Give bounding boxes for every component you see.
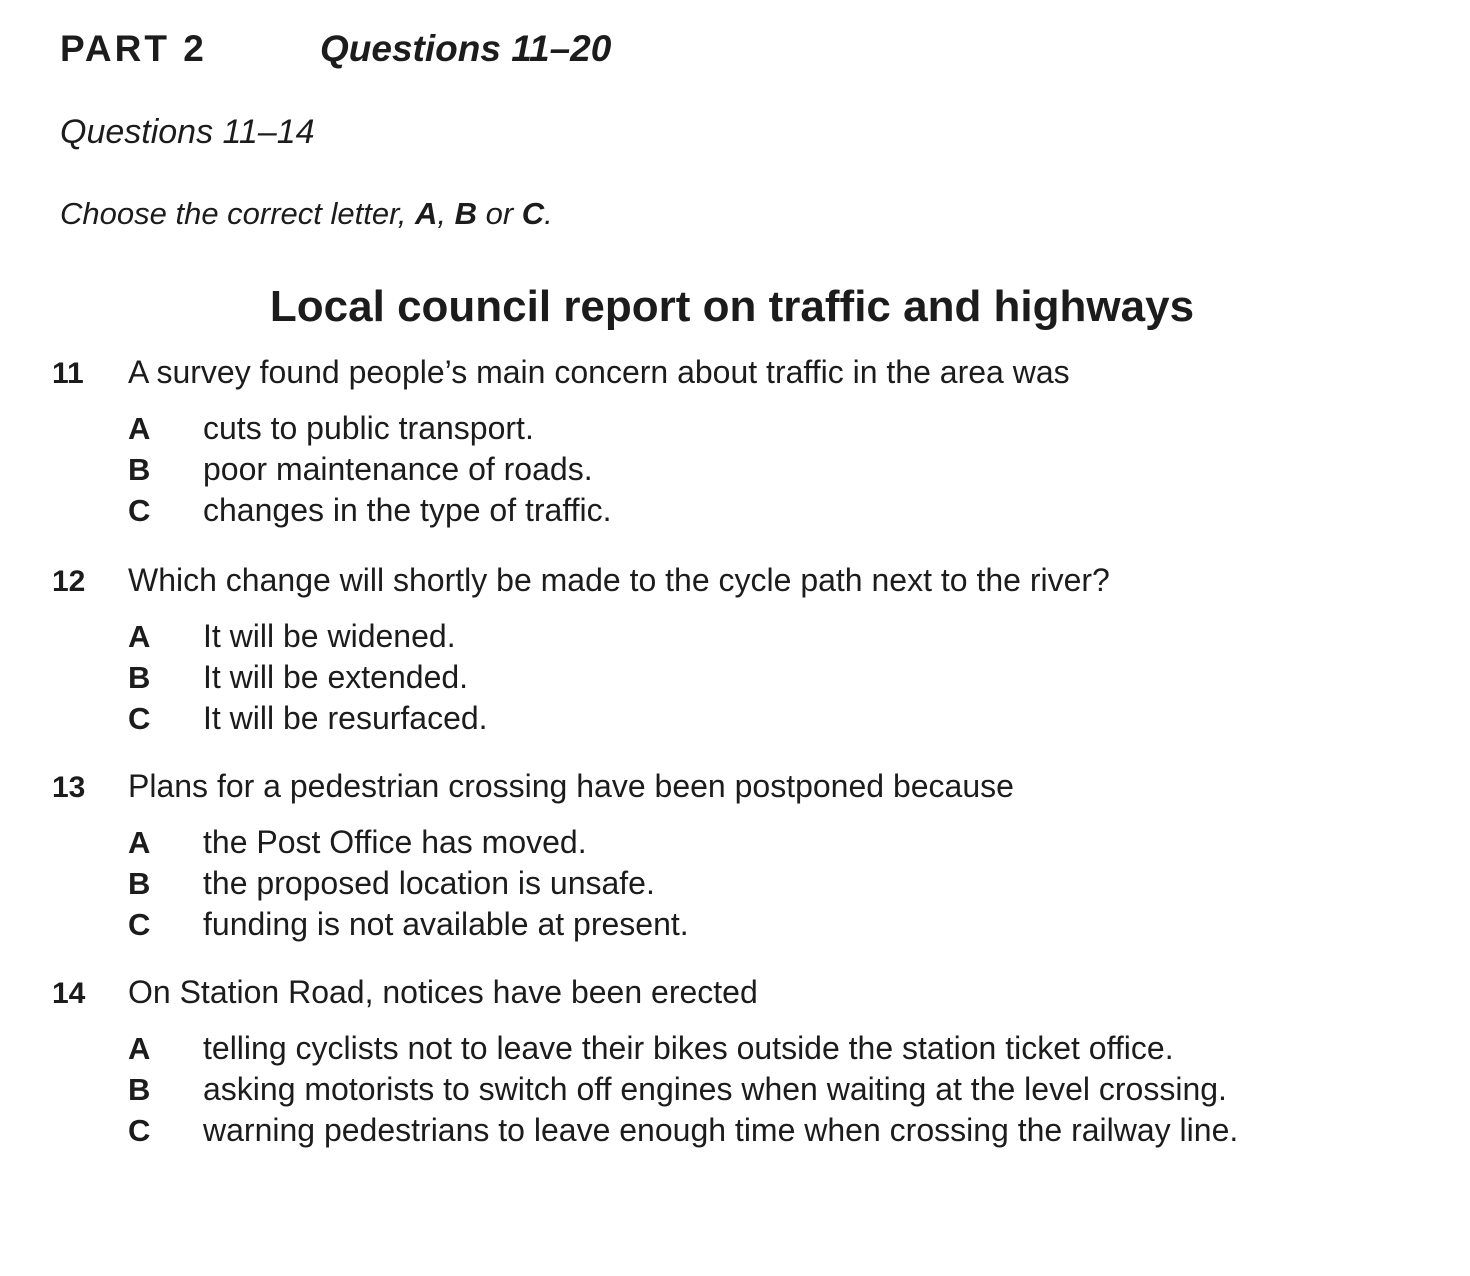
option-a[interactable]	[128, 1030, 1432, 1071]
instruction-separator-2: or	[476, 196, 522, 231]
option-c[interactable]	[128, 906, 1432, 947]
option-letter: B	[128, 452, 151, 487]
option-a[interactable]	[128, 824, 1432, 865]
options-list	[128, 410, 1432, 533]
option-text: changes in the type of traffic.	[203, 492, 612, 528]
question-row	[52, 768, 1432, 812]
option-a[interactable]	[128, 618, 1432, 659]
options-list	[128, 824, 1432, 947]
option-c[interactable]	[128, 1112, 1432, 1153]
instruction-letter-b: B	[454, 196, 477, 231]
question-text: Which change will shortly be made to the cycle path next to the river?	[128, 562, 1110, 598]
options-list	[128, 618, 1432, 741]
section-subheading: Questions 11–14	[60, 113, 315, 151]
option-text: warning pedestrians to leave enough time when crossing the railway line.	[203, 1112, 1239, 1148]
option-a[interactable]	[128, 410, 1432, 451]
question-13	[52, 768, 1432, 947]
option-text: poor maintenance of roads.	[203, 451, 593, 487]
question-number: 14	[52, 977, 86, 1010]
instruction-end: .	[544, 196, 553, 231]
question-12	[52, 562, 1432, 741]
option-letter: C	[128, 907, 151, 942]
option-b[interactable]	[128, 865, 1432, 906]
option-text: It will be extended.	[203, 659, 469, 695]
question-text: On Station Road, notices have been erected	[128, 974, 758, 1010]
question-11	[52, 354, 1432, 533]
option-letter: A	[128, 411, 151, 446]
option-c[interactable]	[128, 700, 1432, 741]
question-row	[52, 562, 1432, 606]
option-letter: B	[128, 1072, 151, 1107]
option-letter: C	[128, 1113, 151, 1148]
option-letter: A	[128, 1031, 151, 1066]
question-number: 11	[52, 357, 84, 390]
option-b[interactable]	[128, 1071, 1432, 1112]
option-letter: A	[128, 619, 151, 654]
question-text: A survey found people’s main concern about traffic in the area was	[128, 354, 1070, 390]
option-text: funding is not available at present.	[203, 906, 689, 942]
instruction-letter-a: A	[414, 196, 438, 231]
part-header	[60, 28, 611, 78]
question-text: Plans for a pedestrian crossing have been postponed because	[128, 768, 1014, 804]
part-label: PART 2	[60, 28, 207, 69]
option-letter: B	[128, 660, 151, 695]
option-text: telling cyclists not to leave their bikes outside the station ticket office.	[203, 1030, 1174, 1066]
instruction-separator-1: ,	[437, 196, 455, 231]
option-letter: A	[128, 825, 151, 860]
options-list	[128, 1030, 1432, 1153]
option-text: cuts to public transport.	[203, 410, 534, 446]
option-letter: B	[128, 866, 151, 901]
question-number: 13	[52, 771, 86, 804]
report-title: Local council report on traffic and highways	[269, 282, 1195, 331]
option-text: the Post Office has moved.	[203, 824, 587, 860]
option-letter: C	[128, 701, 151, 736]
option-b[interactable]	[128, 451, 1432, 492]
instruction-letter-c: C	[521, 196, 545, 231]
question-14	[52, 974, 1432, 1153]
option-text: It will be widened.	[203, 618, 456, 654]
option-b[interactable]	[128, 659, 1432, 700]
option-c[interactable]	[128, 492, 1432, 533]
option-text: asking motorists to switch off engines when waiting at the level crossing.	[203, 1071, 1227, 1107]
question-row	[52, 354, 1432, 398]
question-row	[52, 974, 1432, 1018]
option-letter: C	[128, 493, 151, 528]
part-questions-range: Questions 11–20	[320, 28, 612, 69]
option-text: It will be resurfaced.	[203, 700, 488, 736]
question-number: 12	[52, 565, 86, 598]
instruction-prefix: Choose the correct letter,	[60, 196, 415, 231]
instruction-text	[60, 196, 553, 232]
option-text: the proposed location is unsafe.	[203, 865, 655, 901]
